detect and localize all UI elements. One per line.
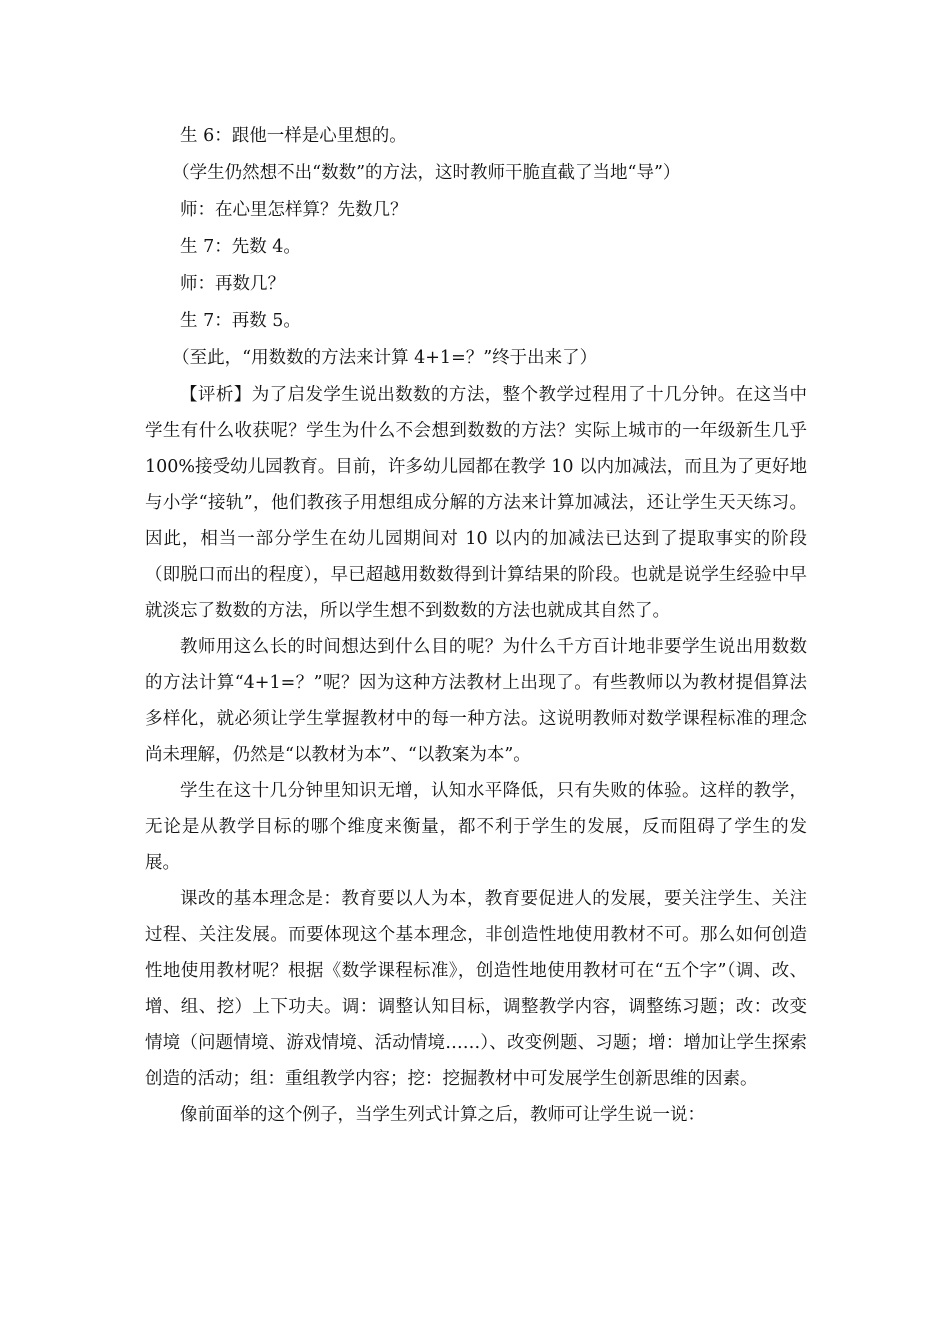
dialogue-line-teacher-2: 师：再数几？: [180, 274, 285, 294]
body-paragraph-teacher-purpose: 教师用这么长的时间想达到什么目的呢？为什么千方百计地非要学生说出用数数的方法计算“4+1=？”呢？因为这种方法教材上出现了。有些教师以为教材提倡算法多样化，就必须让学生掌握教材中的每一种方法。这说明教师对数学课程标准的理念尚未理解，仍然是“以教材为本”、“以教案为本”。: [145, 637, 807, 765]
document-body: [145, 118, 807, 1133]
body-paragraph-example: 像前面举的这个例子，当学生列式计算之后，教师可让学生说一说：: [180, 1105, 705, 1125]
commentary-paragraph: 【评析】为了启发学生说出数数的方法，整个教学过程用了十几分钟。在这当中学生有什么收获呢？学生为什么不会想到数数的方法？实际上城市的一年级新生几乎 100%接受幼儿园教育。目前，许多幼儿园都在教学 10 以内加减法，而且为了更好地与小学“接轨”，他们教孩子用想组成分解的方法来计算加减法，还让学生天天练习。因此，相当一部分学生在幼儿园期间对 10 以内的加减法已达到了提取事实的阶段（即脱口而出的程度），早已超越用数数得到计算结果的阶段。也就是说学生经验中早就淡忘了数数的方法，所以学生想不到数数的方法也就成其自然了。: [145, 385, 807, 621]
dialogue-line-student-7b: 生 7：再数 5。: [180, 311, 301, 331]
body-paragraph-student-outcome: 学生在这十几分钟里知识无增，认知水平降低，只有失败的体验。这样的教学，无论是从教学目标的哪个维度来衡量，都不利于学生的发展，反而阻碍了学生的发展。: [145, 781, 807, 873]
dialogue-line-teacher-1: 师：在心里怎样算？先数几？: [180, 200, 408, 220]
narration-note-2: （至此，“用数数的方法来计算 4+1=？”终于出来了）: [172, 348, 598, 368]
dialogue-line-student-6: 生 6：跟他一样是心里想的。: [180, 126, 407, 146]
body-paragraph-reform-concept: 课改的基本理念是：教育要以人为本，教育要促进人的发展，要关注学生、关注过程、关注发展。而要体现这个基本理念，非创造性地使用教材不可。那么如何创造性地使用教材呢？根据《数学课程标准》，创造性地使用教材可在“五个字”（调、改、增、组、挖）上下功夫。调：调整认知目标，调整教学内容，调整练习题；改：改变情境（问题情境、游戏情境、活动情境……）、改变例题、习题；增：增加让学生探索创造的活动；组：重组教学内容；挖：挖掘教材中可发展学生创新思维的因素。: [145, 889, 807, 1089]
narration-note-1: （学生仍然想不出“数数”的方法，这时教师干脆直截了当地“导”）: [172, 163, 681, 183]
dialogue-line-student-7a: 生 7：先数 4。: [180, 237, 301, 257]
